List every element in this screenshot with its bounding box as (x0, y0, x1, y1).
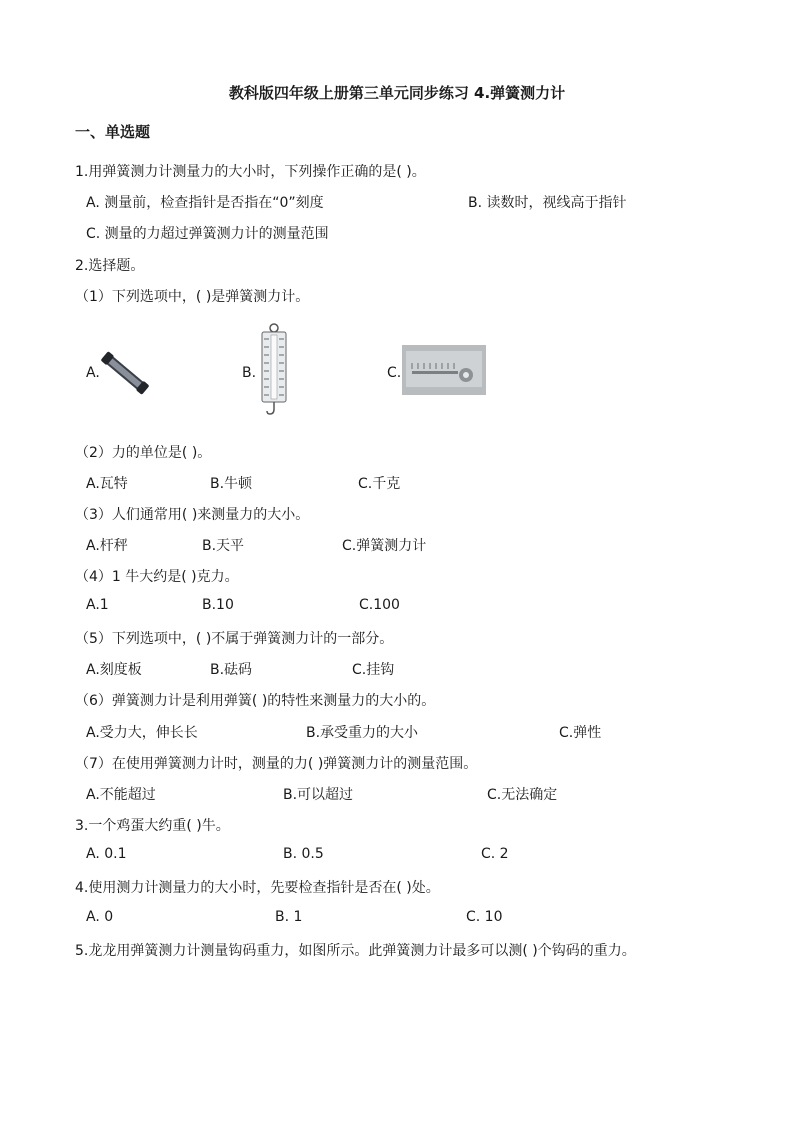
q2-1-stem: （1）下列选项中，( )是弹簧测力计。 (75, 289, 310, 305)
q4-option-b[interactable]: B. 1 (275, 909, 303, 925)
q2-2-option-c[interactable]: C.千克 (358, 476, 401, 492)
q2-7-option-b[interactable]: B.可以超过 (283, 787, 354, 803)
q2-3-stem: （3）人们通常用( )来测量力的大小。 (75, 507, 310, 523)
q2-6-stem: （6）弹簧测力计是利用弹簧( )的特性来测量力的大小的。 (75, 693, 436, 709)
bar-tool-image (96, 342, 154, 404)
page-title: 教科版四年级上册第三单元同步练习 4.弹簧测力计 (228, 84, 566, 102)
q2-3-option-a[interactable]: A.杆秤 (86, 538, 128, 554)
q2-stem: 2.选择题。 (75, 258, 145, 274)
q2-2-stem: （2）力的单位是( )。 (75, 445, 212, 461)
q3-option-b[interactable]: B. 0.5 (283, 846, 324, 862)
q2-4-option-a[interactable]: A.1 (86, 597, 109, 613)
q1-option-b[interactable]: B. 读数时，视线高于指针 (468, 195, 627, 211)
q2-7-option-c[interactable]: C.无法确定 (487, 787, 558, 803)
q5-stem: 5.龙龙用弹簧测力计测量钩码重力，如图所示。此弹簧测力计最多可以测( )个钩码的重力。 (75, 943, 636, 959)
q2-2-option-b[interactable]: B.牛顿 (210, 476, 253, 492)
q2-6-option-c[interactable]: C.弹性 (559, 725, 602, 741)
q2-3-option-b[interactable]: B.天平 (202, 538, 245, 554)
q4-option-a[interactable]: A. 0 (86, 909, 114, 925)
q2-1-option-b[interactable]: B. (242, 365, 257, 381)
q2-7-option-a[interactable]: A.不能超过 (86, 787, 156, 803)
section-heading: 一、单选题 (75, 123, 151, 141)
q2-5-option-c[interactable]: C.挂钩 (352, 662, 395, 678)
q2-7-stem: （7）在使用弹簧测力计时，测量的力( )弹簧测力计的测量范围。 (75, 756, 478, 772)
q4-option-c[interactable]: C. 10 (466, 909, 503, 925)
q2-4-option-c[interactable]: C.100 (359, 597, 400, 613)
q4-stem: 4.使用测力计测量力的大小时，先要检查指针是否在( )处。 (75, 880, 440, 896)
q2-6-option-b[interactable]: B.承受重力的大小 (306, 725, 419, 741)
q2-5-option-a[interactable]: A.刻度板 (86, 662, 142, 678)
q2-4-option-b[interactable]: B.10 (202, 597, 234, 613)
thermometer-board-image (402, 345, 486, 395)
q3-option-a[interactable]: A. 0.1 (86, 846, 127, 862)
q1-stem: 1.用弹簧测力计测量力的大小时，下列操作正确的是( )。 (75, 164, 426, 180)
q2-2-option-a[interactable]: A.瓦特 (86, 476, 128, 492)
q2-5-option-b[interactable]: B.砝码 (210, 662, 253, 678)
q2-1-option-a[interactable]: A. (86, 365, 100, 381)
q3-option-c[interactable]: C. 2 (481, 846, 509, 862)
q1-option-a[interactable]: A. 测量前，检查指针是否指在“0”刻度 (86, 195, 324, 211)
q2-4-stem: （4）1 牛大约是( )克力。 (75, 569, 239, 585)
q2-5-stem: （5）下列选项中，( )不属于弹簧测力计的一部分。 (75, 631, 394, 647)
q2-6-option-a[interactable]: A.受力大，伸长长 (86, 725, 198, 741)
q2-1-option-c[interactable]: C. (387, 365, 402, 381)
q1-option-c[interactable]: C. 测量的力超过弹簧测力计的测量范围 (86, 226, 329, 242)
q3-stem: 3.一个鸡蛋大约重( )牛。 (75, 818, 230, 834)
q2-3-option-c[interactable]: C.弹簧测力计 (342, 538, 427, 554)
spring-scale-image (258, 323, 290, 417)
